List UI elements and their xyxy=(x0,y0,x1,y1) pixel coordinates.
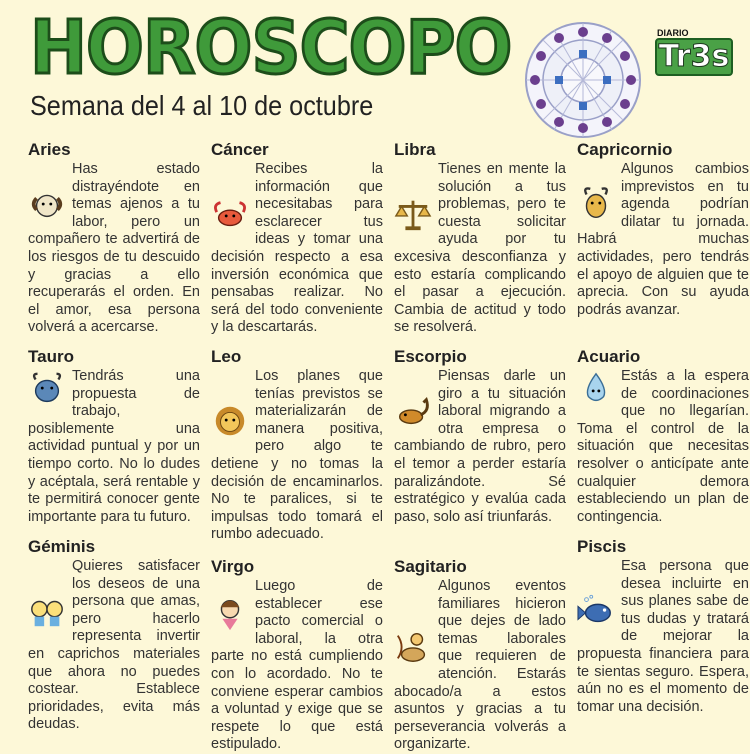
sign-piscis xyxy=(577,537,749,716)
sign-name: Libra xyxy=(394,140,436,159)
sign-name: Tauro xyxy=(28,347,74,366)
sign-name: Virgo xyxy=(211,557,255,576)
sign-description: Quieres satisfacer los deseos de una persona que amas, pero hacerlo representa invertir en caprichos materiales que ahora no puedes costear. Establece prioridades, evita más deudas. xyxy=(28,558,200,733)
sign-name: Géminis xyxy=(28,537,96,556)
sign-description: Esa persona que desea incluirte en sus planes sabe de tus dudas y tratará de mejorar la propuesta financiera para te sientas seguro. Espera, aún no es el momento de tomar una decisión. xyxy=(577,558,749,715)
sign-tauro xyxy=(28,347,200,526)
sign-name: Sagitario xyxy=(394,557,467,576)
page-subtitle: Semana del 4 al 10 de octubre xyxy=(30,90,374,121)
diario-tres-logo xyxy=(655,28,735,80)
page-title: HOROSCOPO xyxy=(30,5,512,91)
sign-name: Piscis xyxy=(577,537,627,556)
aries-ram-icon xyxy=(28,185,66,223)
zodiac-wheel-icon xyxy=(523,20,643,140)
leo-lion-icon xyxy=(211,402,249,440)
header xyxy=(0,0,750,135)
sign-cancer xyxy=(211,140,383,337)
sign-escorpio xyxy=(394,347,566,526)
sign-description: Recibes la información que necesitabas para esclarecer tus ideas y tomar una decisión respecto a esa inversión económica que pensabas realizar. No será del todo conveniente y la descartarás. xyxy=(211,161,383,336)
sign-description: Algunos eventos familiares hicieron que dejes de lado temas laborales que requieren de atención. Estarás abocado/a a estos asuntos y gracias a tu perseverancia volverás a organizarte. xyxy=(394,578,566,753)
sign-name: Leo xyxy=(211,347,242,366)
sign-description: Tienes en mente la solución a tus problemas, pero te cuesta solicitar ayuda por tu excesiva desconfianza y esto estaría complicando el pasar a ejecución. Cambia de actitud y todo se resolverá. xyxy=(394,161,566,336)
sign-name: Capricornio xyxy=(577,140,673,159)
scorpio-scorpion-icon xyxy=(394,392,432,430)
logo-small-text: DIARIO xyxy=(657,28,689,38)
libra-scales-icon xyxy=(394,195,432,233)
horoscope-grid xyxy=(0,137,750,753)
virgo-maiden-icon xyxy=(211,594,249,632)
sign-aries xyxy=(28,140,200,337)
sign-geminis xyxy=(28,537,200,734)
sign-name: Aries xyxy=(28,140,71,159)
sign-libra xyxy=(394,140,566,337)
aquarius-water-icon xyxy=(577,370,615,408)
sign-name: Escorpio xyxy=(394,347,467,366)
sagittarius-archer-icon xyxy=(394,628,432,666)
sign-virgo xyxy=(211,557,383,754)
sign-description: Piensas darle un giro a tu situación laboral migrando a otra empresa o cambiando de rubro, pero el temor a perder estaría paralizándote. Sé estratégico y evalúa cada paso, solo así triunfarás. xyxy=(394,368,566,525)
sign-name: Acuario xyxy=(577,347,641,366)
pisces-fish-icon xyxy=(577,592,615,630)
gemini-twins-icon xyxy=(28,592,66,630)
logo-main-text: Tr3s xyxy=(655,38,733,76)
sign-description: Algunos cambios imprevistos en tu agenda podrían dilatar tu jornada. Habrá muchas actividades, pero tendrás el apoyo de alguien que te aprecia. Con su ayuda podrás avanzar. xyxy=(577,161,749,318)
sign-description: Has estado distrayéndote en temas ajenos a tu labor, pero un compañero te advertirá de los riesgos de tu descuido y gracias a ello recuperarás el orden. En el amor, esa persona volverá a acercarse. xyxy=(28,161,200,336)
sign-description: Luego de establecer ese pacto comercial o laboral, la otra parte no está cumpliendo con lo acordado. No te conviene esperar cambios a voluntad y exige que se respete lo que está estipulado. xyxy=(211,578,383,753)
capricorn-goat-icon xyxy=(577,185,615,223)
sign-sagitario xyxy=(394,557,566,754)
sign-description: Los planes que tenías previstos se materializarán de manera positiva, pero algo te detiene y no tomas la decisión de encaminarlos. No te paralices, si te impulsas todo tomará el rumbo adecuado. xyxy=(211,368,383,543)
sign-capricornio xyxy=(577,140,749,319)
sign-description: Tendrás una propuesta de trabajo, posiblemente una actividad puntual y por un tiempo corto. No lo dudes y acéptala, será rentable y te permitirá conocer gente importante para tu futuro. xyxy=(28,368,200,525)
sign-name: Cáncer xyxy=(211,140,269,159)
cancer-crab-icon xyxy=(211,195,249,233)
sign-leo xyxy=(211,347,383,544)
sign-description: Estás a la espera de coordinaciones que no llegarían. Toma el control de la situación que necesitas resolver o anticípate ante cualquier demora estableciendo un plan de contingencia. xyxy=(577,368,749,525)
taurus-bull-icon xyxy=(28,370,66,408)
sign-acuario xyxy=(577,347,749,526)
